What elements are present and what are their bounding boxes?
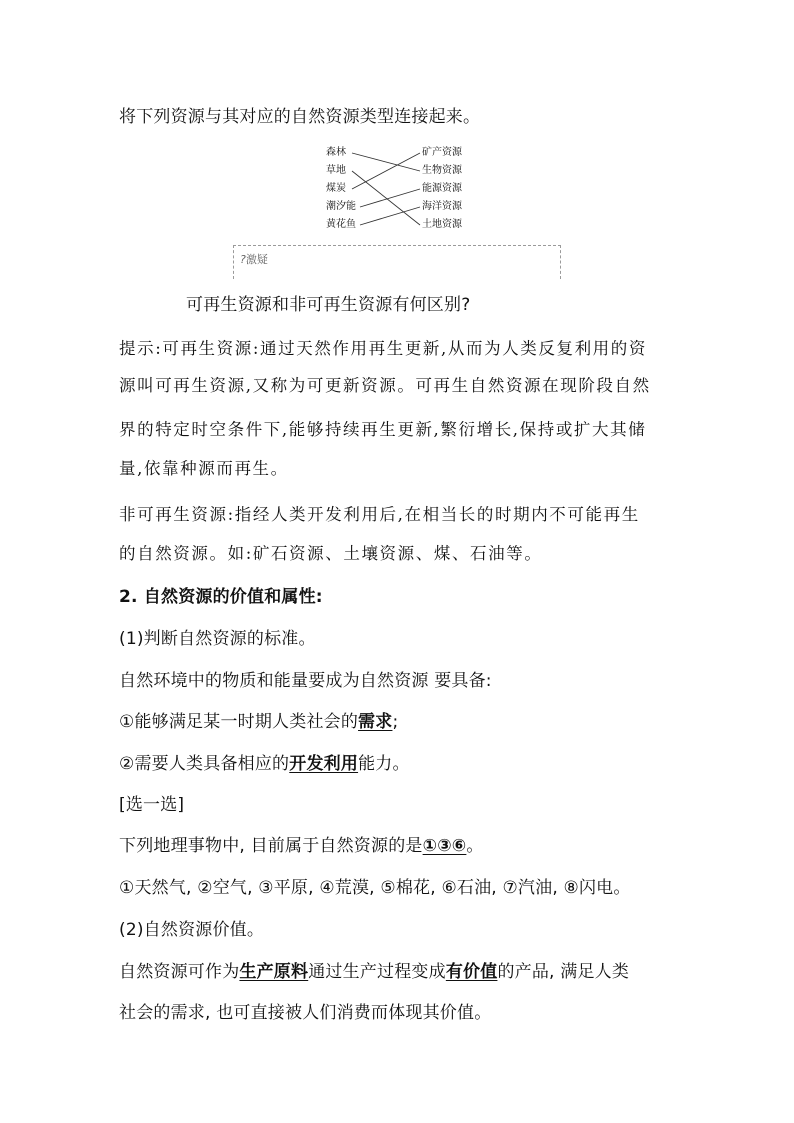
hint-line: 源叫可再生资源,又称为可更新资源。可再生自然资源在现阶段自然 — [119, 376, 651, 395]
value-answer-2: 有价值 — [445, 962, 498, 982]
select-prefix: 下列地理事物中, 目前属于自然资源的是 — [119, 836, 423, 856]
jiyi-box — [233, 245, 561, 279]
right-item: 矿产资源 — [422, 147, 462, 158]
hint-line: 界的特定时空条件下,能够持续再生更新,繁衍增长,保持或扩大其储 — [119, 420, 647, 439]
req2-answer: 开发利用 — [289, 754, 359, 774]
right-item: 生物资源 — [422, 165, 462, 176]
req2-suffix: 能力。 — [358, 754, 410, 774]
value-c: 的产品, 满足人类 — [497, 962, 630, 982]
jiyi-label — [240, 251, 268, 267]
requirement-1 — [119, 710, 398, 734]
matching-diagram — [326, 143, 471, 235]
select-answer: ①③⑥ — [422, 836, 467, 856]
left-item: 黄花鱼 — [326, 219, 356, 230]
value-paragraph-line-2: 社会的需求, 也可直接被人们消费而体现其价值。 — [119, 1003, 492, 1023]
left-item: 森林 — [326, 147, 346, 158]
jiyi-text: 激疑 — [245, 253, 268, 266]
subheading-standard: (1)判断自然资源的标准。 — [119, 629, 316, 649]
select-question — [119, 834, 484, 858]
match-line — [360, 189, 420, 207]
hint-line: 量,依靠种源而再生。 — [119, 459, 289, 478]
value-a: 自然资源可作为 — [119, 962, 240, 982]
match-line — [360, 207, 420, 225]
hint-line: 非可再生资源:指经人类开发利用后,在相当长的时期内不可能再生 — [119, 505, 640, 524]
question-text: 可再生资源和非可再生资源有何区别? — [186, 295, 471, 315]
subheading-value: (2)自然资源价值。 — [119, 920, 265, 940]
value-answer-1: 生产原料 — [239, 962, 309, 982]
value-b: 通过生产过程变成 — [308, 962, 446, 982]
hint-line: 提示:可再生资源:通过天然作用再生更新,从而为人类反复利用的资 — [119, 339, 647, 358]
requirement-intro: 自然环境中的物质和能量要成为自然资源 要具备: — [119, 671, 492, 691]
right-item: 能源资源 — [422, 183, 462, 194]
req1-answer: 需求 — [358, 712, 393, 732]
intro-text: 将下列资源与其对应的自然资源类型连接起来。 — [119, 107, 481, 127]
question-mark-icon: ? — [240, 253, 246, 266]
requirement-2 — [119, 752, 410, 776]
req2-prefix: ②需要人类具备相应的 — [119, 754, 290, 774]
match-line — [352, 153, 420, 189]
req1-prefix: ①能够满足某一时期人类社会的 — [119, 712, 359, 732]
match-line — [352, 153, 420, 171]
right-item: 海洋资源 — [422, 201, 462, 212]
select-suffix: 。 — [466, 836, 484, 856]
req1-suffix: ; — [392, 712, 399, 732]
left-item: 草地 — [326, 165, 346, 176]
matching-lines — [326, 143, 471, 235]
hint-line: 的自然资源。如:矿石资源、土壤资源、煤、石油等。 — [119, 544, 543, 563]
value-paragraph-line-1 — [119, 960, 629, 984]
select-title: [选一选] — [119, 795, 185, 815]
left-item: 煤炭 — [326, 183, 346, 194]
section-heading: 2. 自然资源的价值和属性: — [119, 587, 323, 607]
left-item: 潮汐能 — [326, 201, 356, 212]
select-options: ①天然气, ②空气, ③平原, ④荒漠, ⑤棉花, ⑥石油, ⑦汽油, ⑧闪电。 — [119, 878, 631, 898]
right-item: 土地资源 — [422, 219, 462, 230]
